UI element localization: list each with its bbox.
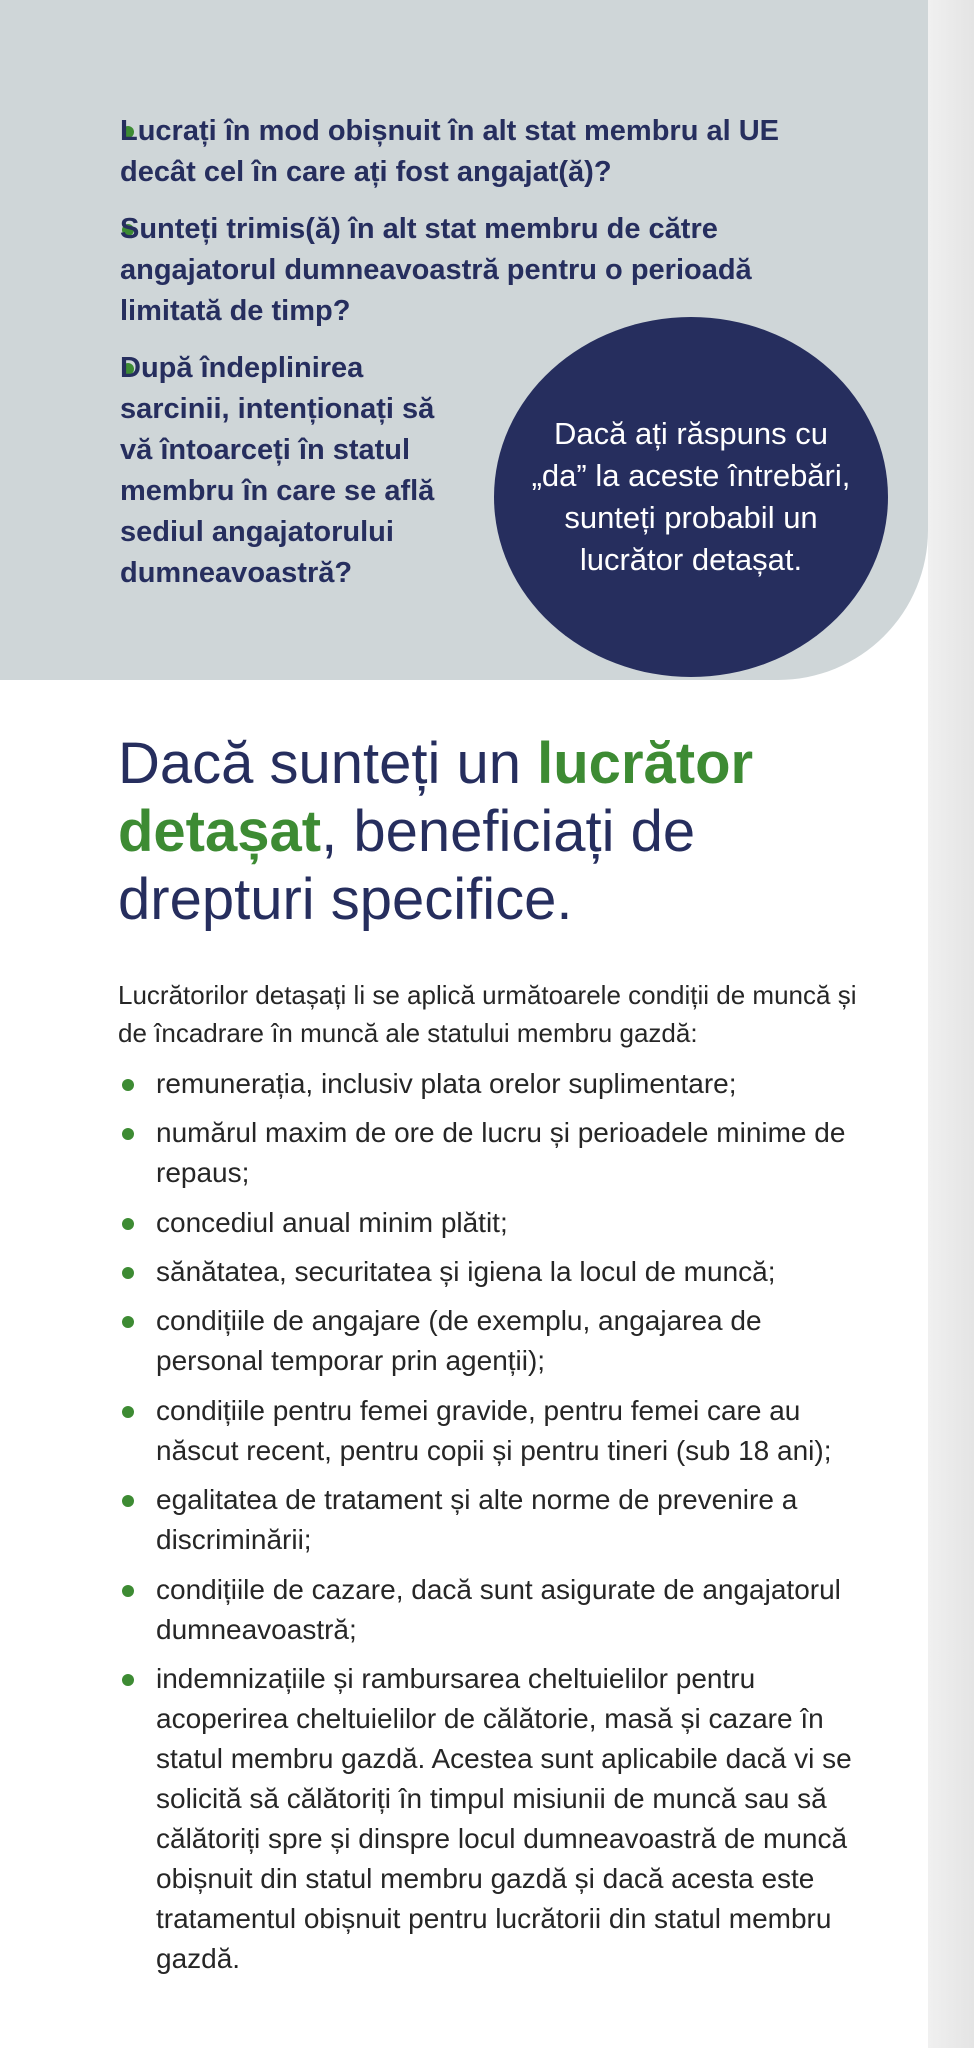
bullet-icon bbox=[122, 1218, 134, 1230]
bullet-icon bbox=[122, 1267, 134, 1279]
page-edge bbox=[928, 0, 974, 2048]
bullet-icon bbox=[122, 1316, 134, 1328]
rights-text: concediul anual minim plătit; bbox=[156, 1207, 508, 1238]
bullet-icon bbox=[122, 1128, 134, 1140]
question-text: Lucrați în mod obișnuit în alt stat membru al UE decât cel în care ați fost angajat(ă)? bbox=[120, 115, 780, 188]
question-text: După îndeplinirea sarcinii, intenționați să vă întoarceți în statul membru în care se află sediul angajatorului dumneavoastră? bbox=[120, 352, 435, 589]
bullet-icon bbox=[122, 1495, 134, 1507]
answer-circle bbox=[494, 317, 888, 677]
rights-text: sănătatea, securitatea și igiena la locul de muncă; bbox=[156, 1256, 776, 1287]
rights-text: condițiile de angajare (de exemplu, angajarea de personal temporar prin agenții); bbox=[156, 1305, 762, 1376]
rights-text: numărul maxim de ore de lucru și perioadele minime de repaus; bbox=[156, 1117, 846, 1188]
headline-highlight: lucrător detașat bbox=[118, 731, 754, 864]
rights-text: condițiile de cazare, dacă sunt asigurate de angajatorul dumneavoastră; bbox=[156, 1574, 841, 1645]
page-headline bbox=[118, 730, 878, 934]
headline-part1: Dacă sunteți un bbox=[118, 731, 538, 796]
rights-text: indemnizațiile și rambursarea cheltuielilor pentru acoperirea cheltuielilor de călătorie, masă și cazare în statul membru gazdă. Acestea sunt aplicabile dacă vi se solicită să călătoriți în timpul misiunii de muncă sau să călătoriți spre și dinspre locul dumneavoastră de muncă obișnuit din statul membru gazdă și dacă acesta este tratamentul obișnuit pentru lucrătorii din statul membru gazdă. bbox=[156, 1663, 852, 1974]
rights-text: remunerația, inclusiv plata orelor suplimentare; bbox=[156, 1068, 737, 1099]
rights-text: condițiile pentru femei gravide, pentru femei care au născut recent, pentru copii și pentru tineri (sub 18 ani); bbox=[156, 1395, 832, 1466]
bullet-icon bbox=[122, 1406, 134, 1418]
question-text: Sunteți trimis(ă) în alt stat membru de către angajatorul dumneavoastră pentru o perioadă limitată de timp? bbox=[120, 213, 752, 327]
rights-intro: Lucrătorilor detașați li se aplică următoarele condiții de muncă și de încadrare în muncă ale statului membru gazdă: bbox=[118, 980, 857, 1048]
headline-part2: , beneficiați de drepturi specifice. bbox=[118, 799, 696, 932]
bullet-icon bbox=[122, 1674, 134, 1686]
rights-text: egalitatea de tratament și alte norme de prevenire a discriminării; bbox=[156, 1484, 798, 1555]
bullet-icon bbox=[122, 1585, 134, 1597]
answer-circle-text: Dacă ați răspuns cu „da” la aceste întrebări, sunteți probabil un lucrător detașat. bbox=[531, 416, 851, 577]
bullet-icon bbox=[122, 1079, 134, 1091]
